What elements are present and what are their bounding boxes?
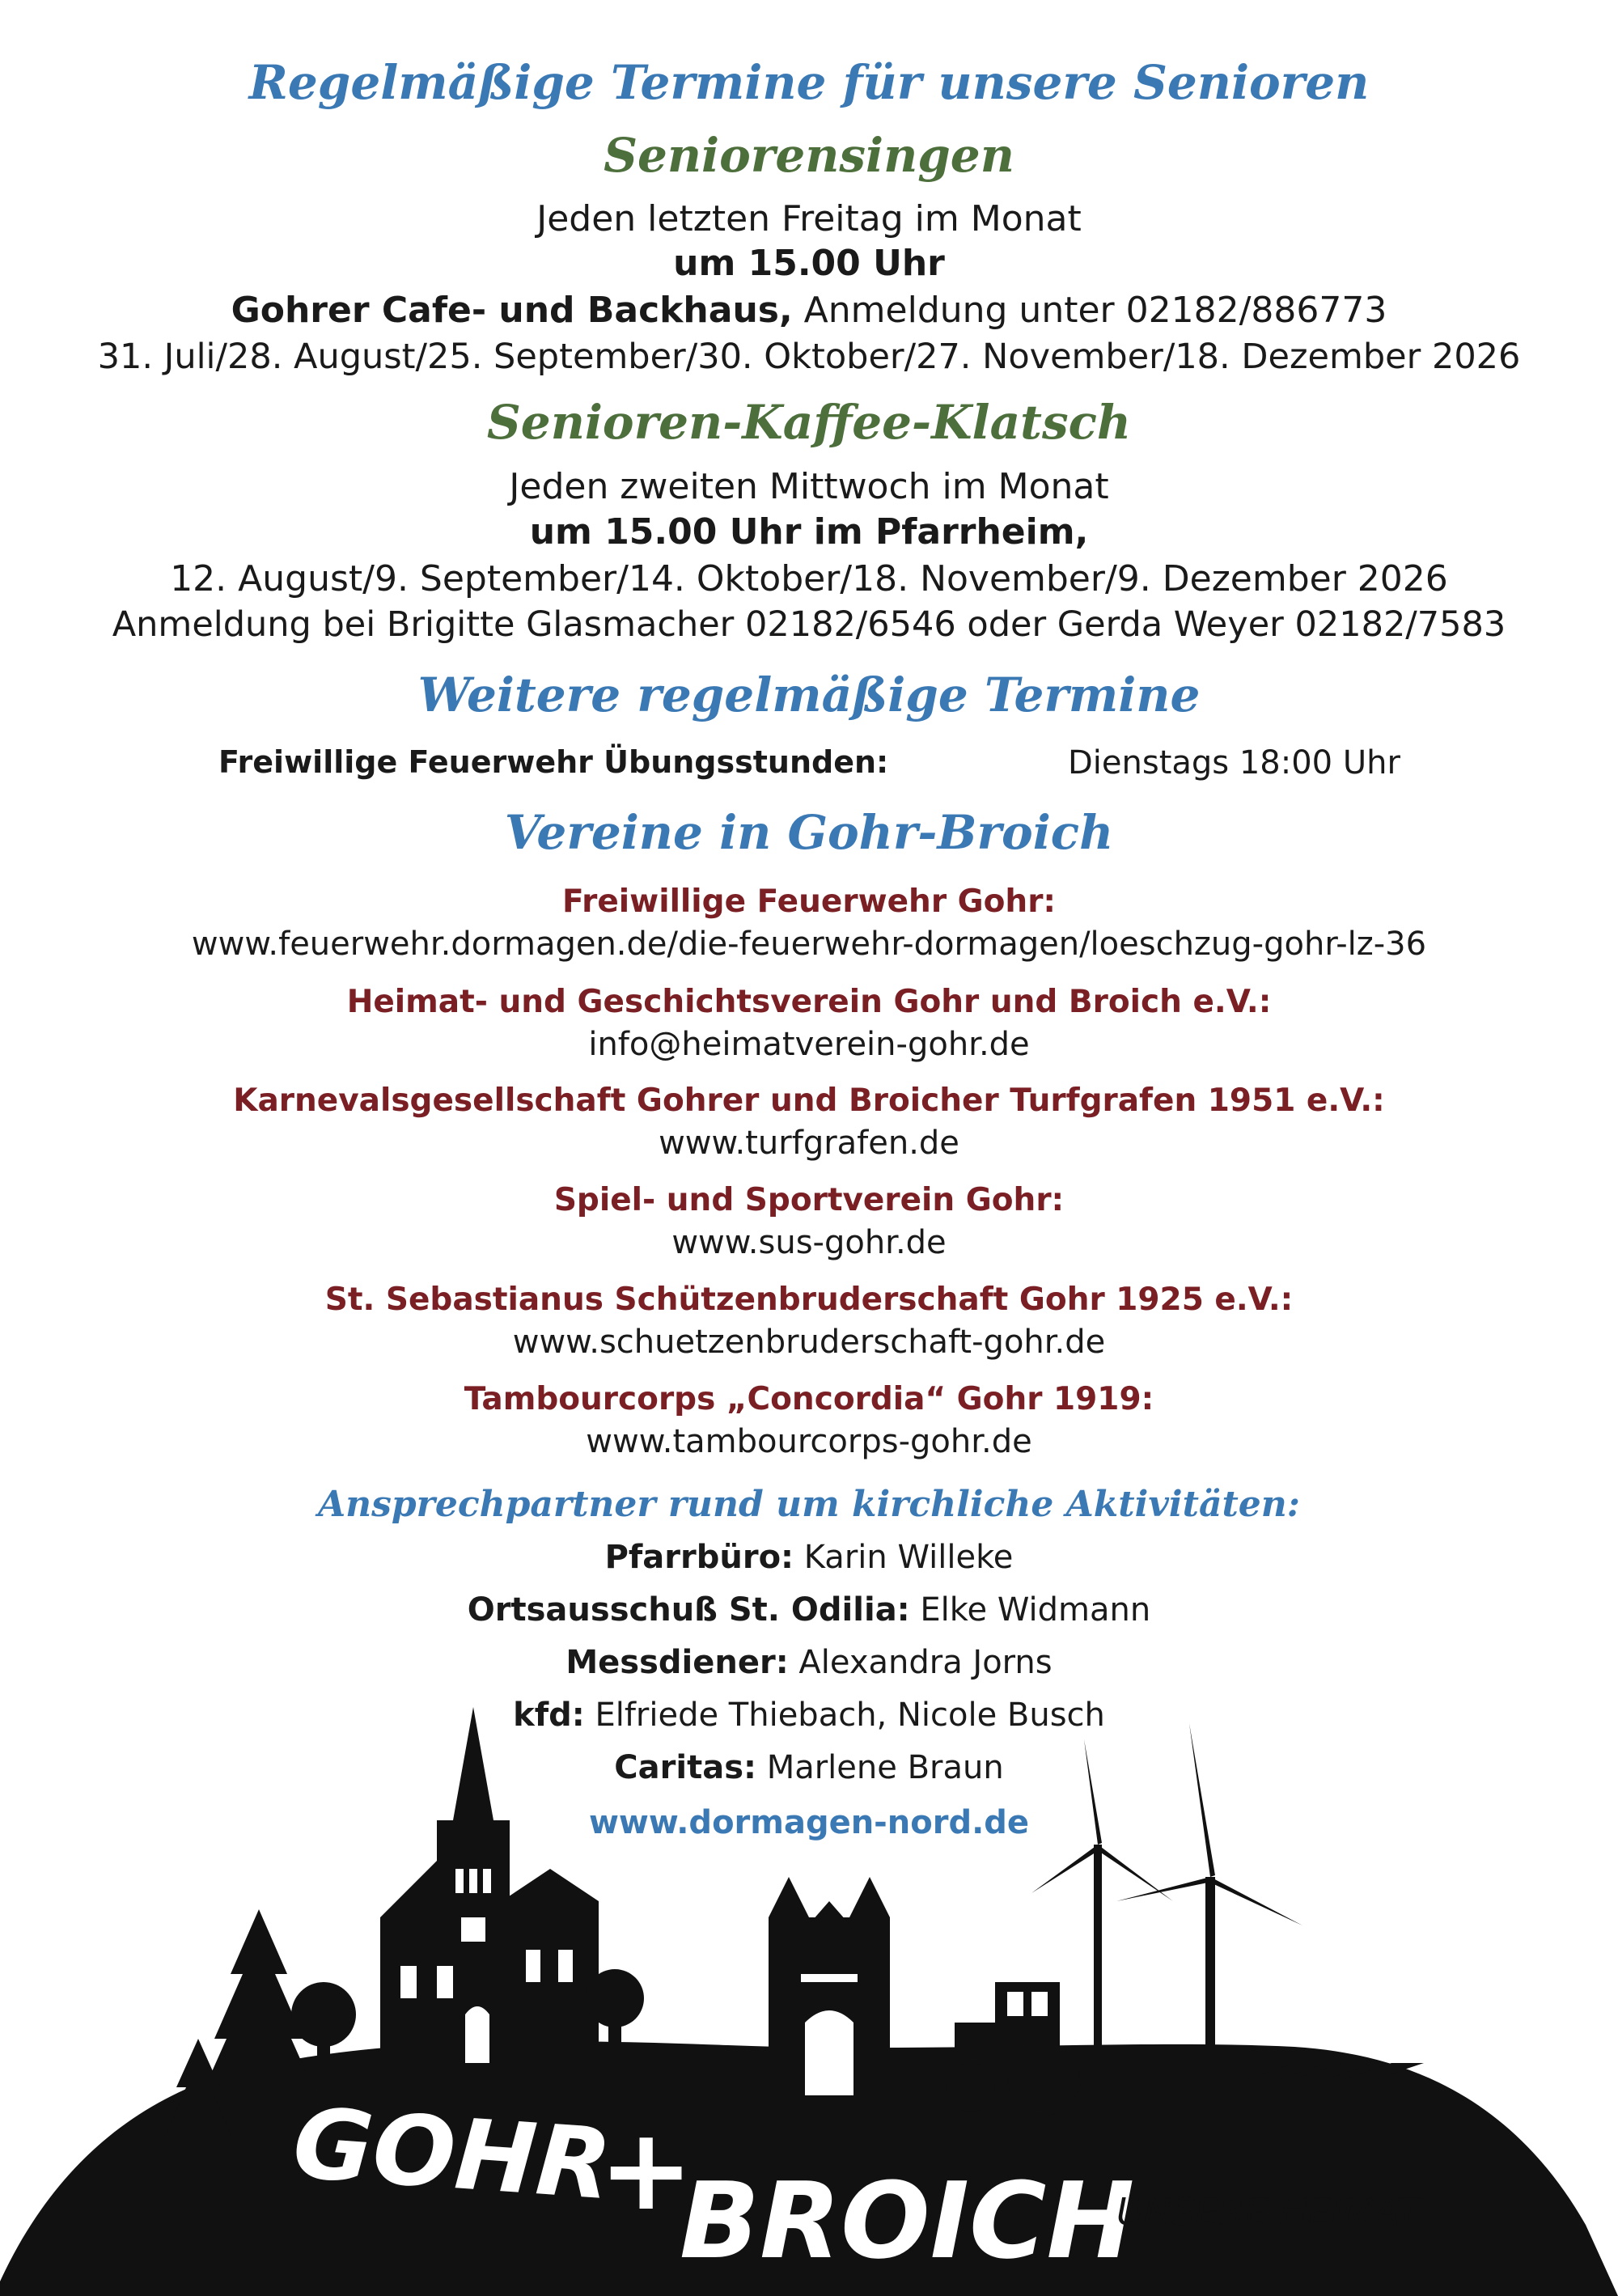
fire-brigade-practice-label: Freiwillige Feuerwehr Übungsstunden: <box>218 744 889 780</box>
parish-website-link[interactable]: www.dormagen-nord.de <box>588 1804 1030 1841</box>
singing-dates: 31. Juli/28. August/25. September/30. Oktober/27. November/18. Dezember 2026 <box>97 337 1521 377</box>
church-heading: Ansprechpartner rund um kirchliche Aktivitäten: <box>317 1484 1301 1525</box>
contact-label: Ortsausschuß St. Odilia: <box>467 1591 910 1629</box>
club-link[interactable]: www.feuerwehr.dormagen.de/die-feuerwehr-dormagen/loeschzug-gohr-lz-36 <box>191 926 1427 963</box>
church-contact <box>0 1591 1618 1629</box>
logo-text-gohr: GOHR <box>289 2087 616 2222</box>
club-link[interactable]: www.turfgrafen.de <box>659 1125 959 1162</box>
further-heading: Weitere regelmäßige Termine <box>417 667 1201 722</box>
fire-brigade-practice-time: Dienstags 18:00 Uhr <box>1068 744 1400 782</box>
contact-person: Elfriede Thiebach, Nicole Busch <box>584 1697 1105 1734</box>
coffee-dates: 12. August/9. September/14. Oktober/18. November/9. Dezember 2026 <box>170 558 1448 599</box>
logo-text-broich: BROICH <box>680 2159 1135 2282</box>
singing-registration: Anmeldung unter 02182/886773 <box>792 290 1387 331</box>
contact-label: Pfarrbüro: <box>604 1539 794 1576</box>
contact-label: Caritas: <box>614 1749 756 1786</box>
club-link[interactable]: www.sus-gohr.de <box>671 1224 947 1261</box>
club-name: Karnevalsgesellschaft Gohrer und Broicher Turfgrafen 1951 e.V.: <box>233 1082 1385 1119</box>
church-contact <box>0 1539 1618 1576</box>
logo-text-plus: + <box>599 2104 694 2236</box>
club-name: St. Sebastianus Schützenbruderschaft Gohr 1925 e.V.: <box>324 1281 1294 1318</box>
club-name: Freiwillige Feuerwehr Gohr: <box>561 883 1057 920</box>
club-link[interactable]: www.schuetzenbruderschaft-gohr.de <box>512 1324 1106 1361</box>
contact-label: kfd: <box>513 1697 585 1734</box>
club-name: Spiel- und Sportverein Gohr: <box>553 1182 1065 1218</box>
logo-tagline: UNSERE HEIMAT <box>1116 2190 1421 2234</box>
coffee-schedule: Jeden zweiten Mittwoch im Monat <box>509 466 1109 507</box>
club-name: Heimat- und Geschichtsverein Gohr und Broich e.V.: <box>346 984 1272 1020</box>
contact-person: Marlene Braun <box>756 1749 1004 1786</box>
clubs-heading: Vereine in Gohr-Broich <box>504 805 1114 860</box>
coffee-registration: Anmeldung bei Brigitte Glasmacher 02182/6546 oder Gerda Weyer 02182/7583 <box>112 604 1506 645</box>
singing-venue-line <box>0 290 1618 331</box>
coffee-time: um 15.00 Uhr im Pfarrheim, <box>529 511 1089 553</box>
singing-time: um 15.00 Uhr <box>673 243 945 284</box>
contact-person: Alexandra Jorns <box>788 1644 1053 1681</box>
club-link[interactable]: www.tambourcorps-gohr.de <box>586 1423 1032 1460</box>
club-email-link[interactable]: info@heimatverein-gohr.de <box>588 1026 1030 1063</box>
contact-label: Messdiener: <box>565 1644 789 1681</box>
gohr-broich-silhouette-logo <box>0 1658 1618 2296</box>
club-name: Tambourcorps „Concordia“ Gohr 1919: <box>464 1381 1154 1417</box>
contact-person: Elke Widmann <box>909 1591 1151 1629</box>
singing-heading: Seniorensingen <box>604 128 1014 183</box>
singing-schedule: Jeden letzten Freitag im Monat <box>536 198 1082 239</box>
contact-person: Karin Willeke <box>794 1539 1014 1576</box>
coffee-heading: Senioren-Kaffee-Klatsch <box>486 395 1132 450</box>
seniors-title: Regelmäßige Termine für unsere Senioren <box>248 55 1370 110</box>
singing-venue: Gohrer Cafe- und Backhaus, <box>231 290 793 331</box>
